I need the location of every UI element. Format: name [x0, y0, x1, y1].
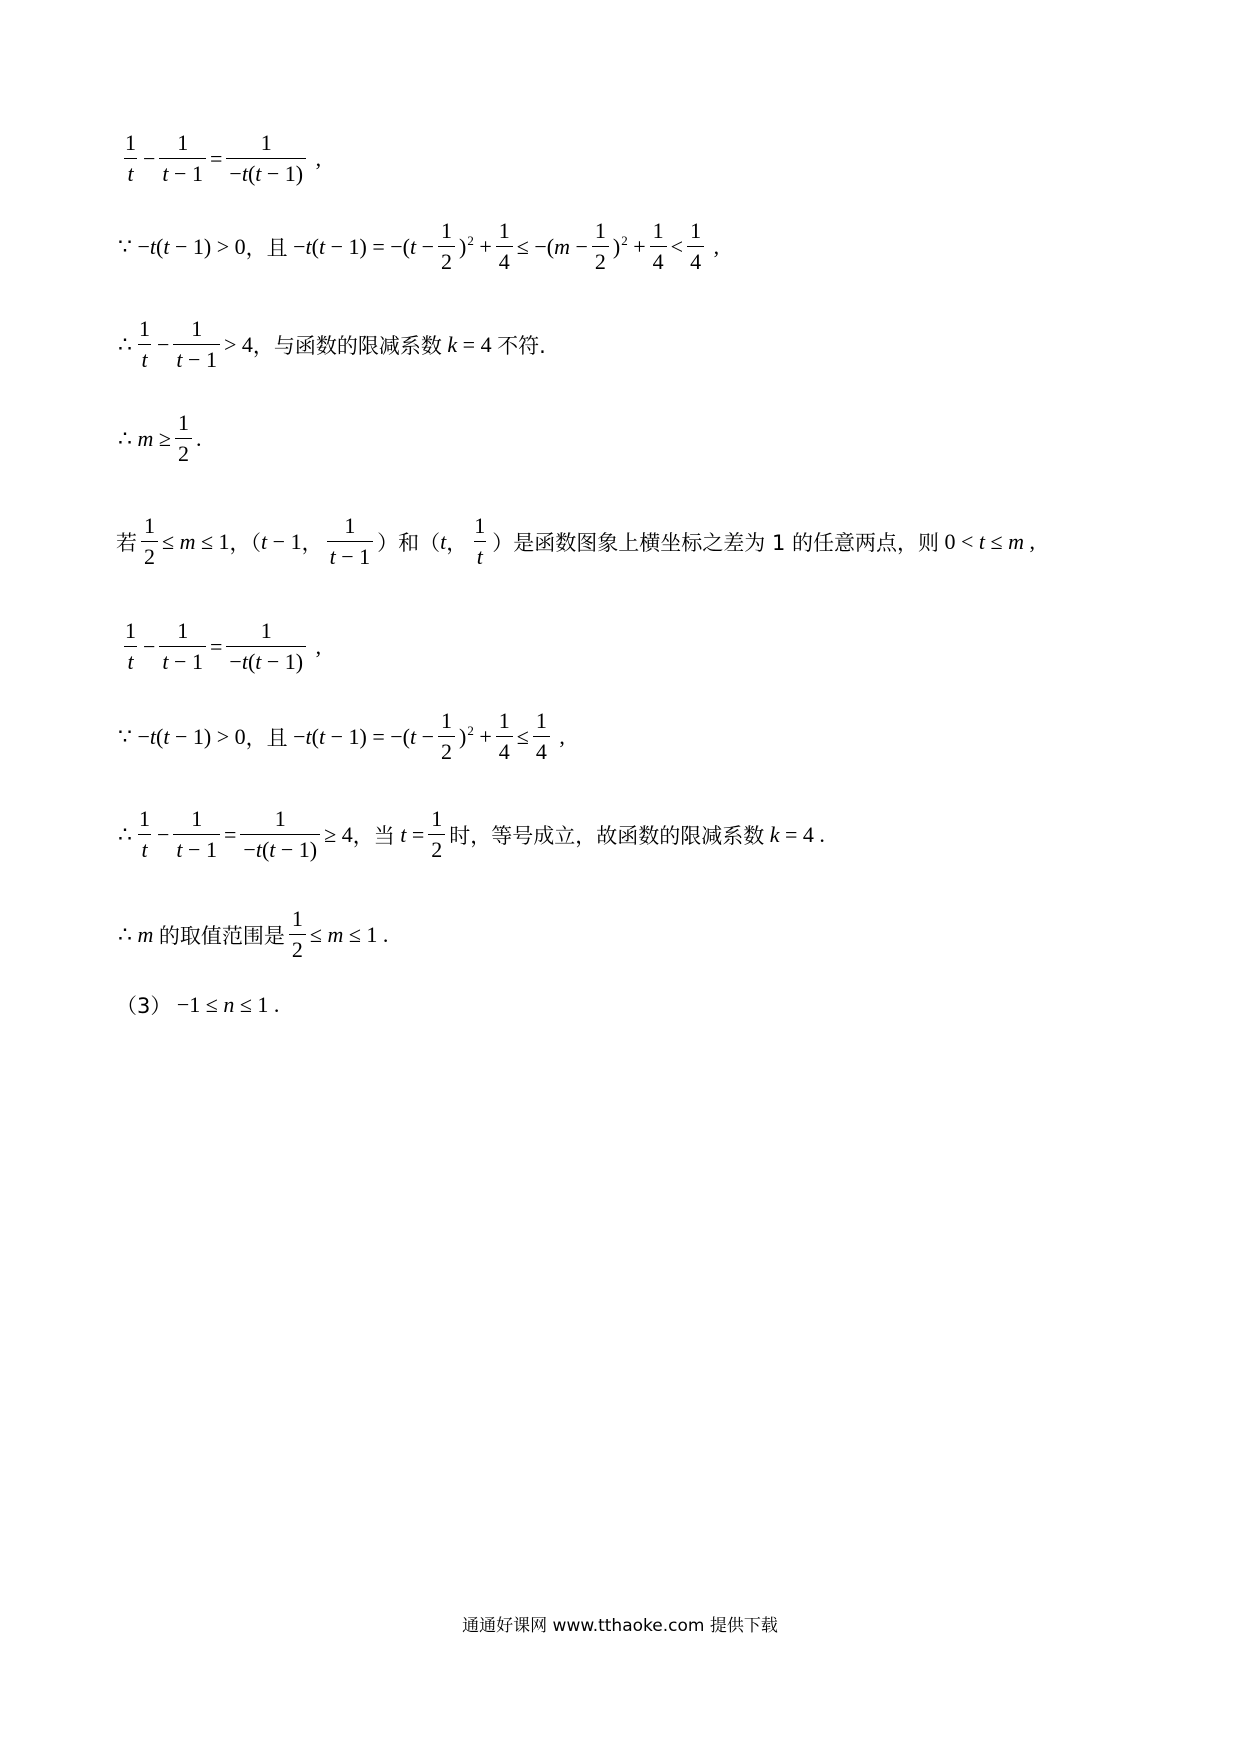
fraction: $\frac{1}{t}$ — [125, 618, 136, 674]
fraction: $\frac{1}{2}$ — [428, 808, 445, 861]
fraction: $\frac{1}{t}$ — [125, 130, 136, 186]
cjk-text: （3） — [116, 994, 172, 1018]
equation-line-9: ∴ m 的取值范围是 $\frac{1}{2}$ ≤ m ≤ 1 . — [118, 906, 389, 962]
cjk-text: ， — [446, 530, 468, 555]
fraction: $\frac{1}{t - 1}$ — [327, 515, 374, 568]
fraction: $\frac{1}{t - 1}$ — [173, 318, 220, 371]
fraction: $\frac{1}{2}$ — [141, 515, 158, 568]
equation-line-6: $\frac{1}{t}$ − $\frac{1}{t - 1}$ = $\frac{1}{-t(t - 1)}$ , — [118, 620, 321, 673]
fraction: $\frac{1}{2}$ — [592, 220, 609, 273]
cjk-text: 不符. — [497, 333, 546, 358]
cjk-text: ）和（ — [377, 530, 441, 555]
fraction: $\frac{1}{t - 1}$ — [159, 132, 206, 185]
cjk-text: 时，等号成立，故函数的限减系数 — [449, 823, 765, 848]
fraction: $\frac{1}{4}$ — [687, 220, 704, 273]
cjk-text: 若 — [116, 530, 137, 555]
equation-line-7: ∵ −t(t − 1) > 0 ，且 −t(t − 1) = −(t − $\frac{1}{2}$ )$^2$ + $\frac{1}{4}$ ≤ $\frac{1}{4}$ , — [118, 708, 565, 764]
fraction: $\frac{1}{t - 1}$ — [173, 808, 220, 861]
fraction: $\frac{1}{2}$ — [438, 710, 455, 763]
fraction: $\frac{1}{t}$ — [474, 513, 486, 569]
equation-line-3: ∴ $\frac{1}{t}$ − $\frac{1}{t - 1}$ > 4 ，与函数的限减系数 k = 4 不符. — [118, 316, 546, 372]
fraction: $\frac{1}{-t(t - 1)}$ — [226, 620, 306, 673]
cjk-text: ，（ — [229, 530, 262, 555]
fraction: $\frac{1}{2}$ — [175, 412, 192, 465]
cjk-text: 的取值范围是 — [158, 923, 285, 948]
cjk-text: ， — [301, 530, 323, 555]
fraction: $\frac{1}{t}$ — [139, 806, 150, 862]
fraction: $\frac{1}{4}$ — [650, 220, 667, 273]
fraction: $\frac{1}{t - 1}$ — [159, 620, 206, 673]
fraction: $\frac{1}{-t(t - 1)}$ — [240, 808, 320, 861]
fraction: $\frac{1}{4}$ — [496, 220, 513, 273]
fraction: $\frac{1}{2}$ — [289, 908, 306, 961]
cjk-text: ，与函数的限减系数 — [252, 333, 442, 358]
page-footer: 通通好课网 www.tthaoke.com 提供下载 — [462, 1616, 778, 1636]
equation-line-2: ∵ −t(t − 1) > 0 ，且 −t(t − 1) = −(t − $\frac{1}{2}$ )$^2$ + $\frac{1}{4}$ ≤ −(m − $\frac{1}{2}$ )$^2$ + $\frac{1}{4}$ < $\frac{1}{4}$ , — [118, 218, 720, 274]
equation-line-5: 若 $\frac{1}{2}$ ≤ m ≤ 1 ，（ t − 1 ， $\frac{1}{t - 1}$ ）和（ t ， $\frac{1}{t}$ ）是函数图象上横坐标之差为 1 的任意两点，则 0 < t ≤ m , — [116, 513, 1035, 569]
cjk-text: ，且 — [245, 235, 288, 260]
equation-line-4: ∴ m ≥ $\frac{1}{2}$ . — [118, 410, 202, 466]
fraction: $\frac{1}{4}$ — [533, 710, 550, 763]
cjk-text: ，且 — [245, 725, 288, 750]
equation-line-10: （3） −1 ≤ n ≤ 1 . — [116, 992, 280, 1018]
equation-line-8: ∴ $\frac{1}{t}$ − $\frac{1}{t - 1}$ = $\frac{1}{-t(t - 1)}$ ≥ 4 ，当 t = $\frac{1}{2}$ 时，等号成立，故函数的限减系数 k = 4 . — [118, 806, 825, 862]
cjk-text: ，当 — [352, 823, 395, 848]
fraction: $\frac{1}{t}$ — [139, 316, 150, 372]
cjk-text: ）是函数图象上横坐标之差为 1 的任意两点，则 — [492, 530, 939, 555]
fraction: $\frac{1}{-t(t - 1)}$ — [226, 132, 306, 185]
fraction: $\frac{1}{2}$ — [438, 220, 455, 273]
equation-line-1: $\frac{1}{t}$ − $\frac{1}{t - 1}$ = $\frac{1}{-t(t - 1)}$ , — [118, 132, 321, 185]
fraction: $\frac{1}{4}$ — [496, 710, 513, 763]
